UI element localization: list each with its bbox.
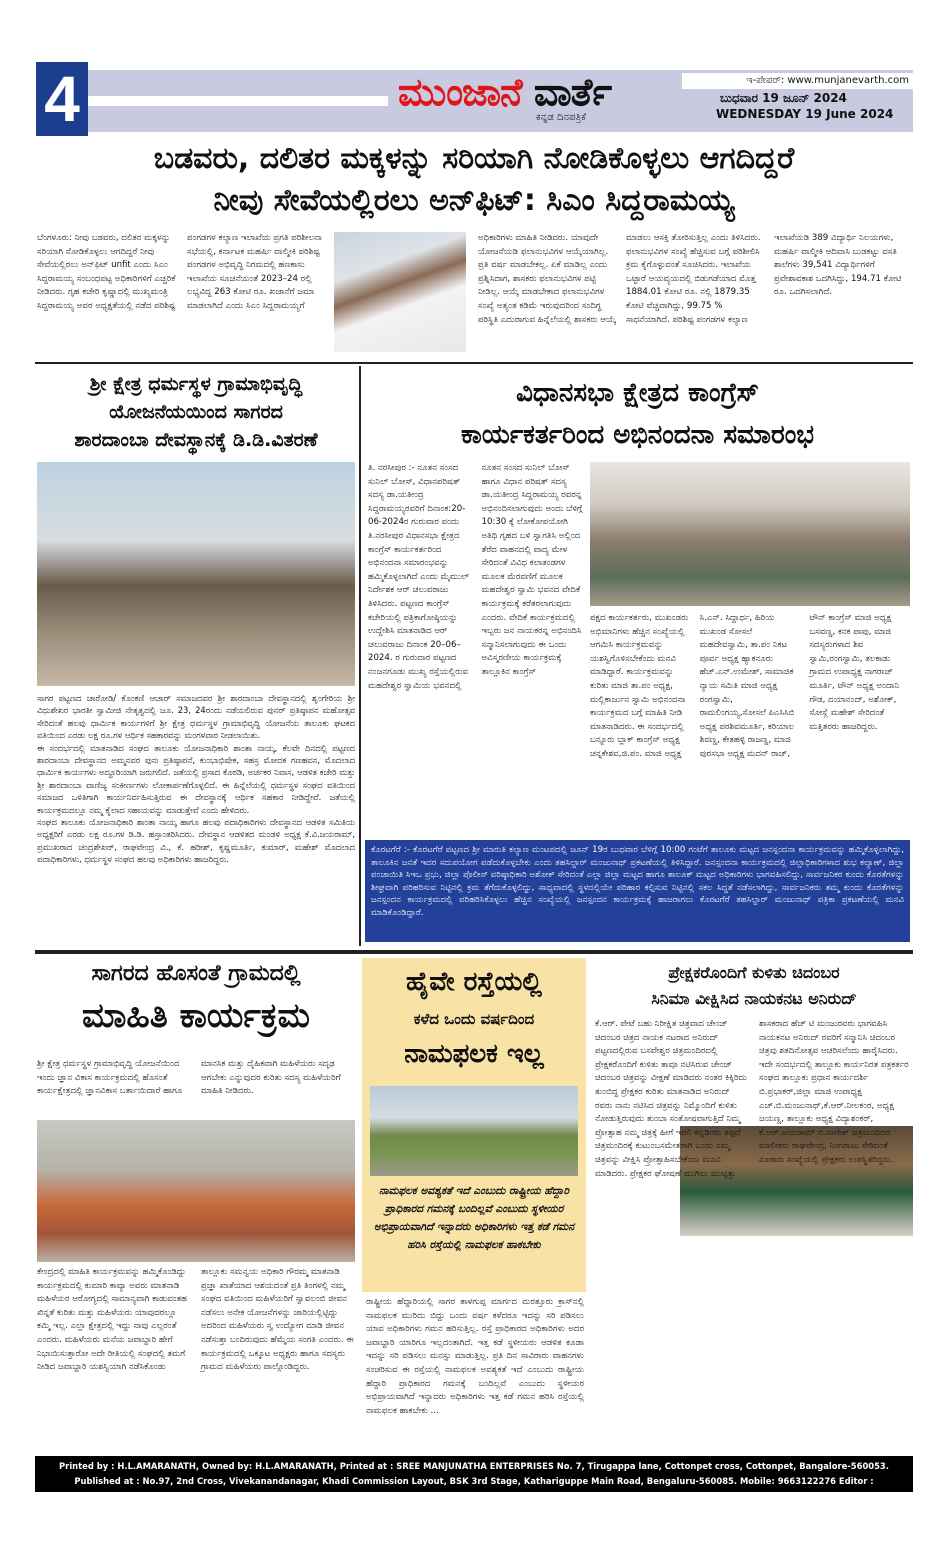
- headline-line: ಶಾರದಾಂಬಾ ದೇವಸ್ಥಾನಕ್ಕೆ ಡಿ.ಡಿ.ವಿತರಣೆ: [74, 429, 318, 451]
- headline-line: ಪ್ರೇಕ್ಷಕರೊಂದಿಗೆ ಕುಳಿತು ಚಿದಂಬರ: [668, 963, 840, 982]
- lead-headline-2: ನೀವು ಸೇವೆಯಲ್ಲಿರಲು ಅನ್‌ಫಿಟ್: ಸಿಎಂ ಸಿದ್ದರಾಮಯ್ಯ: [213, 183, 735, 218]
- hosanthe-body-bottom: ಕೇಂದ್ರದಲ್ಲಿ ಮಾಹಿತಿ ಕಾರ್ಯಕ್ರಮವನ್ನು ಹಮ್ಮಿಕೊಂಡಿದ್ದು ಕಾರ್ಯಕ್ರಮದಲ್ಲಿ ಕುಮಾರಿ ಕಾವ್ಯಾ ಅವರು ಮಾತನಾಡಿ ಮಹಿಳೆಯರ ಆರೋಗ್ಯದಲ್ಲಿ ಸಾಮಾನ್ಯವಾಗಿ ಕಾಡುವಂತಹ ಖಿನ್ನತೆ ಕುರಿತು ಮತ್ತು ಮಹಿಳೆಯರು ಯಾವುದರಲ್ಲೂ ಕಮ್ಮಿ ಇಲ್ಲ. ಎಲ್ಲಾ ಕ್ಷೇತ್ರದಲ್ಲಿ ಇದ್ದು ನಾವು ಎಲ್ಲರಂತೆ ಎಂದರು. ಮಹಿಳೆಯರು ಮನೆಯ ಜವಾಬ್ದಾರಿ ಹೇಗೆ ನಿಭಾಯಿಸುತ್ತಾರೋ ಅದೇ ರೀತಿಯಲ್ಲಿ ಸಂಘದಲ್ಲಿ ತಮಗೆ ನೀಡಿದ ಜವಾಬ್ದಾರಿ ಯಶಸ್ವಿಯಾಗಿ ನಡೆಸಿಕೊಂಡು ತಾಲ್ಲೂಕು ಸಮನ್ವಯ ಅಧಿಕಾರಿ ಗೌರಮ್ಮ ಮಾತನಾಡಿ ಪ್ರಜ್ಞಾ ಖಾತೆಯಾದ ಆಶಯದಂತೆ ಪ್ರತಿ ತಿಂಗಳಲ್ಲಿ ನಮ್ಮ ಸಂಘದ ವತಿಯಿಂದ ಮಹಿಳೆಯರಿಗೆ ಸ್ವಾವಲಂಬಿ ಜೀವನ ನಡೆಸಲು ಅನೇಕ ಯೋಜನೆಗಳನ್ನು ಜಾರಿಯಲ್ಲಿಟ್ಟಿದ್ದು ಅದರಿಂದ ಮಹಿಳೆಯರು ಸ್ವ ಉದ್ಯೋಗ ಮಾಡಿ ಜೀವನ ನಡೆಸುತ್ತಾ ಬಂದಿರುವುದು ಹೆಮ್ಮೆಯ ಸಂಗತಿ ಎಂದರು. ಈ ಕಾರ್ಯಕ್ರಮದಲ್ಲಿ ಒಕ್ಕೂಟ ಅಧ್ಯಕ್ಷರು ಹಾಗೂ ಸದಸ್ಯರು ಗ್ರಾಮದ ಮಹಿಳೆಯರು ಪಾಲ್ಗೊಂಡಿದ್ದರು.: [37, 1267, 354, 1373]
- lead-body-right: ಅಧಿಕಾರಿಗಳು ಮಾಹಿತಿ ನೀಡಿದರು. ಯಾವುದೇ ಯೋಜನೆಯಡಿ ಫಲಾನುಭವಿಗಳ ಆಯ್ಕೆಯಾಗಿಲ್ಲ. ಪ್ರತಿ ವರ್ಷ ಮಾಡಬೇಕಲ್ಲ. ಏಕೆ ಮಾಡಿಲ್ಲ ಎಂದು ಪ್ರಶ್ನಿಸಿದಾಗ, ಶಾಸಕರು ಫಲಾನುಭವಿಗಳ ಪಟ್ಟಿ ನೀಡಿಲ್ಲ. ಆಯ್ಕೆ ಮಾಡಬೇಕಾದ ಫಲಾನುಭವಿಗಳ ಸಂಖ್ಯೆ ಅತ್ಯಂತ ಕಡಿಮೆ ಇರುವುದರಿಂದ ಸಂದಿಗ್ಧ ಪರಿಸ್ಥಿತಿ ಎದುರಾಗುವ ಹಿನ್ನೆಲೆಯಲ್ಲಿ ಶಾಸಕರು ಆಯ್ಕೆ ಮಾಡಲು ಆಸಕ್ತಿ ತೋರಿಸುತ್ತಿಲ್ಲ ಎಂದು ತಿಳಿಸಿದರು. ಫಲಾನುಭವಿಗಳ ಸಂಖ್ಯೆ ಹೆಚ್ಚಿಸುವ ಬಗ್ಗೆ ಪರಿಶೀಲಿಸಿ ಕ್ರಮ ಕೈಗೊಳ್ಳುವಂತೆ ಸೂಚಿಸಿದರು. ಇಲಾಖೆಯ ಒಟ್ಟಾರೆ ಆಯವ್ಯಯದಲ್ಲಿ ಬಿಡುಗಡೆಯಾದ ಮೊತ್ತ 1884.01 ಕೋಟಿ ರೂ. ನಲ್ಲಿ 1879.35 ಕೋಟಿ ವೆಚ್ಚವಾಗಿದ್ದು, 99.75 % ಸಾಧನೆಯಾಗಿದೆ. ಪರಿಶಿಷ್ಟ ಪಂಗಡಗಳ ಕಲ್ಯಾಣ ಇಲಾಖೆಯಡಿ 389 ವಿದ್ಯಾರ್ಥಿ ನಿಲಯಗಳು, ಮಹರ್ಷಿ ವಾಲ್ಮೀಕಿ ಆದಿವಾಸಿ ಬುಡಕಟ್ಟು ವಸತಿ ಶಾಲೆಗಳು 39,541 ವಿದ್ಯಾರ್ಥಿಗಳಿಗೆ ಪ್ರವೇಶಾವಕಾಶ ಒದಗಿಸಿದ್ದು, 194.71 ಕೋಟಿ ರೂ. ಒದಗಿಸಲಾಗಿದೆ.: [478, 233, 902, 325]
- headline-line: ವಿಧಾನಸಭಾ ಕ್ಷೇತ್ರದ ಕಾಂಗ್ರೆಸ್: [516, 378, 759, 408]
- hosanthe-body-top: ಶ್ರೀ ಕ್ಷೇತ್ರ ಧರ್ಮಸ್ಥಳ ಗ್ರಾಮಾಭಿವೃದ್ಧಿ ಯೋಜನೆಯಿಂದ ಇಂದು ಜ್ಞಾನ ವಿಕಾಸ ಕಾರ್ಯಕ್ರಮದಲ್ಲಿ ಹೊಸಂತೆ ಕಾರ್ಯಕ್ಷೇತ್ರದಲ್ಲಿ ಜ್ಞಾನವಿಕಾಸ ಬರ್ತಾಯಿದಾರೆ ಹಾಗೂ ಮಾನಸಿಕ ಮತ್ತು ದೈಹಿಕವಾಗಿ ಮಹಿಳೆಯರು ಸದೃಢ ಆಗಬೇಕು ಎನ್ನುವುದರ ಕುರಿತು ಸದಸ್ಯ ಮಹಿಳೆಯರಿಗೆ ಮಾಹಿತಿ ನೀಡಿದರು.: [37, 1059, 341, 1097]
- janaspandana-notice: ಕೊರಟಗೆರೆ :- ಕೊರಟಗೆರೆ ಪಟ್ಟಣದ ಶ್ರೀ ಮಾರುತಿ ಕಲ್ಯಾಣ ಮಂಟಪದಲ್ಲಿ ಜೂನ್ 19ರ ಬುಧವಾರ ಬೆಳಿಗ್ಗೆ 10:00 ಗಂಟೆಗೆ ತಾಲೂಕು ಮಟ್ಟದ ಜನಸ್ಪಂದನಾ ಕಾರ್ಯಕ್ರಮವನ್ನು ಹಮ್ಮಿಕೊಳ್ಳಲಾಗಿದ್ದು, ತಾಲೂಕಿನ ಜನತೆ ಇದರ ಸದುಪಯೋಗ ಪಡೆದುಕೊಳ್ಳಬೇಕು ಎಂದು ತಹಸಿಲ್ದಾರ್ ಮಂಜುನಾಥ್ ಪ್ರಕಟಣೆಯಲ್ಲಿ ತಿಳಿಸಿದ್ದಾರೆ. ಜನಸ್ಪಂದನಾ ಕಾರ್ಯಕ್ರಮದಲ್ಲಿ ಜಿಲ್ಲಾಧಿಕಾರಿಗಳಾದ ಶುಭ ಕಲ್ಯಾಣ್, ಜಿಲ್ಲಾ ಪಂಚಾಯಿತಿ ಸಿಇಒ ಪ್ರಭು, ಜಿಲ್ಲಾ ಪೊಲೀಸ್ ವರಿಷ್ಠಾಧಿಕಾರಿ ಅಶೋಕ್ ಸೇರಿದಂತೆ ಎಲ್ಲಾ ಜಿಲ್ಲಾ ಮಟ್ಟದ ಹಾಗೂ ತಾಲೂಕ್ ಮಟ್ಟದ ಅಧಿಕಾರಿಗಳು ಭಾಗವಹಿಸಲಿದ್ದು, ಸಾರ್ವಜನಿಕರ ಕುಂದು ಕೊರತೆಗಳನ್ನು ಶೀಘ್ರವಾಗಿ ಪರಿಹರಿಸುವ ನಿಟ್ಟಿನಲ್ಲಿ ಕ್ರಮ ತೆಗೆದುಕೊಳ್ಳಲಿದ್ದು, ಸಾಧ್ಯವಾದಲ್ಲಿ ಸ್ಥಳದಲ್ಲಿಯೇ ಪರಿಹಾರ ಕಲ್ಪಿಸುವ ನಿಟ್ಟಿನಲ್ಲಿ ಸಕಲ ಸಿದ್ಧತೆ ನಡೆಸಲಾಗಿದ್ದು, ಸಾರ್ವಜನಿಕರು ತಮ್ಮ ಕುಂದು ಕೊರತೆಗಳನ್ನು ಜನಸ್ಪಂದನ ಕಾರ್ಯಕ್ರಮದಲ್ಲಿ ಪರಿಹರಿಸಿಕೊಳ್ಳಲು ಹೆಚ್ಚಿನ ಸಂಖ್ಯೆಯಲ್ಲಿ ಜನಸ್ಪಂದನ ಕಾರ್ಯಕ್ರಮಕ್ಕೆ ಹಾಜರಾಗಲು ಕೊರಟಗೆರೆ ತಹಸಿಲ್ದಾರ್ ಮಂಜುನಾಥ್ ಪತ್ರಿಕಾ ಪ್ರಕಟಣೆಯಲ್ಲಿ ಮನವಿ ಮಾಡಿಕೊಂಡಿದ್ದಾರೆ.: [365, 840, 910, 942]
- highway-caption: ನಾಮಫಲಕ ಅವಶ್ಯಕತೆ ಇದೆ ಎಂಬುದು ರಾಷ್ಟ್ರೀಯ ಹೆದ್ದಾರಿ ಪ್ರಾಧಿಕಾರದ ಗಮನಕ್ಕೆ ಬಂದಿಲ್ಲವೆ ಎಂಬುದು ಸ್ಥಳೀಯರ ಅಭಿಪ್ರಾಯವಾಗಿದೆ ಇನ್ನಾದರು ಅಧಿಕಾರಿಗಳು ಇತ್ತ ಕಡೆ ಗಮನ ಹರಿಸಿ ರಸ್ತೆಯಲ್ಲಿ ನಾಮಫಲಕ ಹಾಕಬೇಕು: [373, 1185, 575, 1251]
- newspaper-logo: [398, 70, 611, 115]
- cm-siddaramaiah-photo: [334, 232, 466, 352]
- page-number: 4: [36, 62, 88, 136]
- anirudh-body-text: ಕೆ.ಆರ್. ಪೇಟೆ ಬಹು ನಿರೀಕ್ಷಿತ ಚಿತ್ರವಾದ ಚೇಂಜ್ ಚಿದಂಬರ ಚಿತ್ರದ ನಾಯಕ ನಟರಾದ ಅನಿರುದ್ ಪಟ್ಟಣದಲ್ಲಿರುವ ಬಸವೇಶ್ವರ ಚಿತ್ರಮಂದಿರದಲ್ಲಿ ಪ್ರೇಕ್ಷಕರೊಂದಿಗೆ ಕುಳಿತು ತಾವೂ ನಟಿಸಿರುವ ಚೇಂಜ್ ಚಿದಂಬರ ಚಿತ್ರವನ್ನು ವೀಕ್ಷಣೆ ಮಾಡಿದರು ನಂತರ ಕಿಕ್ಕಿರಿದು ತುಂಬಿದ್ದ ಪ್ರೇಕ್ಷಕರ ಕುರಿತು ಮಾತನಾಡಿದ ಅನಿರುದ್ ರವರು ನಾನು ನಟಿಸಿದ ಚಿತ್ರವನ್ನು ನಿಮ್ಮೊಂದಿಗೆ ಕುಳಿತು ನೋಡುತ್ತಿರುವುದು ತುಂಬಾ ಸಂತೋಷವಾಗುತ್ತಿದೆ ನಿಮ್ಮ ಪ್ರೋತ್ಸಾಹ ನಮ್ಮ ಚಿತ್ರಕ್ಕೆ ಹೀಗೆ ಇರಲಿ ಕನ್ನಡಿಗರು ತಪ್ಪದೆ ಚಿತ್ರಮಂದಿರಕ್ಕೆ ಕುಟುಂಬಸಮೇತರಾಗಿ ಬಂದು ನಮ್ಮ ಚಿತ್ರವನ್ನು ವೀಕ್ಷಿಸಿ ಪ್ರೋತ್ಸಾಹಿಸಬೇಕೆಂದು ಮನವಿ ಮಾಡಿದರು. ಪ್ರೇಕ್ಷಕರ ಘೋಷಣೆ ಮುಗಿಲು ಮುಟ್ಟಿತ್ತು ಶಾಸಕರಾದ ಹೆಚ್ ಟಿ ಮಂಜುರವರು ಭಾಗವಹಿಸಿ ನಾಯಕನಟ ಅನಿರುದ್ ರವರಿಗೆ ಸನ್ಮಾನಿಸಿ ಚಿದಂಬರ ಚಿತ್ರವು ಶತದಿನೋತ್ಸವ ಆಚರಿಸಲೆಂದು ಹಾರೈಸಿದರು. ಇದೇ ಸಂದರ್ಭದಲ್ಲಿ ತಾಲ್ಲೂಕು ಕಾರ್ಯನಿರತ ಪತ್ರಕರ್ತರ ಸಂಘದ ತಾಲ್ಲೂಕು ಪ್ರಧಾನ ಕಾರ್ಯದರ್ಶಿ ಬಿ.ಪ್ರಭಾಕರ್,ಜಿಲ್ಲಾ ಮಾಜಿ ಉಪಾಧ್ಯಕ್ಷ ಎಚ್.ಬಿ.ಮಂಜುನಾಥ್,ಕೆ.ಆರ್.ನೀಲಕಂಠ, ಅಧ್ಯಕ್ಷ ಜಯಣ್ಣ, ತಾಲ್ಲೂಕು ಅಧ್ಯಕ್ಷ ವಿದ್ಯಾಶಂಕರ್, ಕೆ.ಆರ್.ಜಯರಾಮ್ ಬಿ.ನಾಗೇಶ್ ಚಿತ್ರಮಂದಿರದ ಮಾಲೀಕರು ರಾಘವೇಂದ್ರ, ನಿಂಗರಾಜು ಸೇರಿದಂತೆ ನೂರಾರು ಸಂಖ್ಯೆಯಲ್ಲಿ ಪ್ರೇಕ್ಷಕರು ಉಪಸ್ಥಿತರಿದ್ದರು.: [595, 1019, 909, 1179]
- highway-headline-3: ನಾಮಫಲಕ ಇಲ್ಲ: [404, 1039, 544, 1069]
- congress-headline: [365, 372, 910, 456]
- highway-headline-1: ಹೈವೇ ರಸ್ತೆಯಲ್ಲಿ: [405, 967, 542, 997]
- headline-line: ಶ್ರೀ ಕ್ಷೇತ್ರ ಧರ್ಮಸ್ಥಳ ಗ್ರಾಮಾಭಿವೃದ್ಧಿ: [89, 373, 303, 395]
- tagline: ಕನ್ನಡ ದಿನಪತ್ರಿಕೆ: [536, 112, 587, 123]
- logo-part2: ವಾರ್ತೆ: [533, 70, 612, 114]
- logo-part1: ಮುಂಜಾನೆ: [398, 70, 522, 114]
- date-kannada: ಬುಧವಾರ 19 ಜೂನ್ 2024: [720, 91, 847, 105]
- headline-line: ಸಿನಿಮಾ ವೀಕ್ಷಿಸಿದ ನಾಯಕನಟ ಅನಿರುದ್: [651, 989, 857, 1008]
- hosanthe-headline-2: ಮಾಹಿತಿ ಕಾರ್ಯಕ್ರಮ: [82, 996, 310, 1036]
- highway-body: ರಾಷ್ಟ್ರೀಯ ಹೆದ್ದಾರಿಯಲ್ಲಿ ಸಾಗರ ತಾಳಗುಪ್ಪ ಮಾರ್ಗದ ಮರತ್ತೂರು ಕ್ರಾಸ್‌ನಲ್ಲಿ ನಾಮಫಲಕ ಮುರಿದು ಬಿದ್ದು ಒಂದು ವರ್ಷ ಕಳೆದರೂ ಇದನ್ನು ಸರಿ ಪಡಿಸಲು ಯಾವ ಅಧಿಕಾರಿಗಳು ಗಮನ ಹರಿಸುತ್ತಿಲ್ಲ. ರಸ್ತೆ ಪ್ರಾಧಿಕಾರದ ಅಧಿಕಾರಿಗಳು ಅದರ ಜವಾಬ್ದಾರಿ ಯಾರಿಗೂ ಇಲ್ಲದಂತಾಗಿದೆ. ಇತ್ತ ಕಡೆ ಸ್ಥಳೀಯರು ಆಡಳಿತ ಕೂಡಾ ಇದನ್ನು ಸರಿ ಪಡಿಸಲು ಮನಸ್ಸು ಮಾಡುತ್ತಿಲ್ಲ. ಪ್ರತಿ ದಿನ ಸಾವಿರಾರು ವಾಹನಗಳು ಸಂಚರಿಸುವ ಈ ರಸ್ತೆಯಲ್ಲಿ ನಾಮಫಲಕ ಅವಶ್ಯಕತೆ ಇದೆ ಎಂಬುದು ರಾಷ್ಟ್ರೀಯ ಹೆದ್ದಾರಿ ಪ್ರಾಧಿಕಾರದ ಗಮನಕ್ಕೆ ಬಂದಿಲ್ಲವೆ ಎಂಬುದು ಸ್ಥಳೀಯರ ಅಭಿಪ್ರಾಯವಾಗಿದೆ ಇನ್ನಾದರು ಅಧಿಕಾರಿಗಳು ಇತ್ತ ಕಡೆ ಗಮನ ಹರಿಸಿ ರಸ್ತೆಯಲ್ಲಿ ನಾಮಫಲಕ ಹಾಕಬೇಕು ...: [366, 1297, 584, 1416]
- congress-body-bottom: ಪಕ್ಷದ ಕಾರ್ಯಕರ್ತರು, ಮುಖಂಡರು ಅಭಿಮಾನಿಗಳು ಹೆಚ್ಚಿನ ಸಂಖ್ಯೆಯಲ್ಲಿ ಆಗಮಿಸಿ ಕಾರ್ಯಕ್ರಮವನ್ನು ಯಶಸ್ವಿಗೊಳಿಸಬೇಕೆಂದು ಮನವಿ ಮಾಡಿದ್ದಾರೆ. ಕಾರ್ಯಕ್ರಮವನ್ನು ಕುರಿತು ಮಾಜಿ ತಾ.ಪಂ ಅಧ್ಯಕ್ಷ, ಮಲ್ಲಿಕಾರ್ಜುನ ಸ್ವಾಮಿ ಅಭಿನಂದನಾ ಕಾರ್ಯಕ್ರಮದ ಬಗ್ಗೆ ಮಾಹಿತಿ ನೀಡಿ ಮಾತನಾಡಿದರು. ಈ ಸಂದರ್ಭದಲ್ಲಿ ಬನ್ನೂರು ಬ್ಲಾಕ್ ಕಾಂಗ್ರೆಸ್ ಅಧ್ಯಕ್ಷ ಚನ್ನಕೇಶವ,ಜಿ.ಪಂ. ಮಾಜಿ ಅಧ್ಯಕ್ಷ ಸಿ.ಎನ್. ಸಿದ್ದಾರ್ಥ, ಹಿರಿಯ ಮುಖಂಡ ಸೋಸಲೆ ಮಹದೇವಸ್ವಾಮಿ, ತಾ.ಪಂ ನಿಕಟ ಪೂರ್ವ ಅಧ್ಯಕ್ಷ ಹ್ಯಾಕನೂರು ಹೆಚ್.ಎನ್.ಉಮೇಶ್, ಸಾಮಾಜಿಕ ನ್ಯಾಯ ಸಮಿತಿ ಮಾಜಿ ಅಧ್ಯಕ್ಷ ರಂಗಸ್ವಾಮಿ, ರಾಮಲಿಂಗಯ್ಯ,ಸೋಸಲೆ ಪಿಎಸಿಸಿಬಿ ಅಧ್ಯಕ್ಷ ಪರಶಿವಮೂರ್ತಿ, ಕರಿಯಾಲ ಶಿವಣ್ಣ, ಕೇತಹಳ್ಳಿ ರಾಜಣ್ಣ, ಮಾಜಿ ಪುರಸಭಾ ಅಧ್ಯಕ್ಷ ಮದನ್ ರಾಜ್, ಟೌನ್ ಕಾಂಗ್ರೆಸ್ ಮಾಜಿ ಅಧ್ಯಕ್ಷ ಬಸವಣ್ಣ, ಕನಕ ಪಾಪು, ಮಾಜಿ ಸದಸ್ಯರುಗಳಾದ ಶಿವ ಸ್ವಾಮಿ,ರಂಗಸ್ವಾಮಿ, ತಲಕಾಡು ಗ್ರಾಮದ ಉಪಾಧ್ಯಕ್ಷ ನಾಗರಾಜ್ ಮೂರ್ತಿ, ಟೌನ್ ಅಧ್ಯಕ್ಷ ಅಂದಾನಿ ಗೌಡ, ದಯಾನಂದ್, ಅಶೋಕ್, ಸೋಸ್ಲೆ ಮಹೇಶ್ ಸೇರಿದಂತೆ ಮತ್ತಿತರರು ಹಾಜರಿದ್ದರು.: [590, 613, 900, 759]
- imprint-footer: [35, 1456, 913, 1501]
- imprint-line-1: Printed by : H.L.AMARANATH, Owned by: H.L.AMARANATH, Printed at : SREE MANJUNATHA ENTERPRISES No. 7, Tirugappa lane, Cottonpet cross, Cottonpet, Bangalore-560053.: [59, 1461, 889, 1471]
- lead-headline-1: ಬಡವರು, ದಲಿತರ ಮಕ್ಕಳನ್ನು ಸರಿಯಾಗಿ ನೋಡಿಕೊಳ್ಳಲು ಆಗದಿದ್ದರೆ: [153, 141, 795, 176]
- lead-body-left: ಬೆಂಗಳೂರು: ನೀವು ಬಡವರು, ದಲಿತರ ಮಕ್ಕಳನ್ನು ಸರಿಯಾಗಿ ನೋಡಿಕೊಳ್ಳಲು ಆಗದಿದ್ದರೆ ನೀವು ಸೇವೆಯಲ್ಲಿರಲು ಅನ್‌ಫಿಟ್ unfit ಎಂದು ಸಿಎಂ ಸಿದ್ದರಾಮಯ್ಯ ಸಂಬಂಧಪಟ್ಟ ಅಧಿಕಾರಿಗಳಿಗೆ ಎಚ್ಚರಿಕೆ ನೀಡಿದರು. ಗೃಹ ಕಚೇರಿ ಕೃಷ್ಣಾದಲ್ಲಿ ಮುಖ್ಯಮಂತ್ರಿ ಸಿದ್ದರಾಮಯ್ಯ ಅವರ ಅಧ್ಯಕ್ಷತೆಯಲ್ಲಿ ನಡೆದ ಪರಿಶಿಷ್ಟ ಪಂಗಡಗಳ ಕಲ್ಯಾಣ ಇಲಾಖೆಯ ಪ್ರಗತಿ ಪರಿಶೀಲನಾ ಸಭೆಯಲ್ಲಿ, ಕರ್ನಾಟಕ ಮಹರ್ಷಿ ವಾಲ್ಮೀಕಿ ಪರಿಶಿಷ್ಟ ಪಂಗಡಗಳ ಅಭಿವೃದ್ಧಿ ನಿಗಮದಲ್ಲಿ ಹಣಕಾಸು ಇಲಾಖೆಯ ಸೂಚನೆಯಂತೆ 2023–24 ರಲ್ಲಿ ಲಭ್ಯವಿದ್ದ 263 ಕೋಟಿ ರೂ. ಖಜಾನೆಗೆ ಜಮಾ ಮಾಡಲಾಗಿದೆ ಎಂದು ಸಿಎಂ ಸಿದ್ದರಾಮಯ್ಯಗೆ: [37, 233, 322, 311]
- women-meeting-photo: [37, 1120, 355, 1262]
- congress-meeting-photo: [590, 462, 910, 606]
- highway-road-photo: [370, 1086, 578, 1176]
- divider: [35, 362, 913, 364]
- headline-line: ಕಾರ್ಯಕರ್ತರಿಂದ ಅಭಿನಂದನಾ ಸಮಾರಂಭ: [460, 420, 815, 450]
- highway-headline-2: ಕಳೆದ ಒಂದು ವರ್ಷದಿಂದ: [413, 1010, 535, 1028]
- divider-thick: [35, 950, 913, 954]
- date-english: WEDNESDAY 19 June 2024: [716, 107, 894, 121]
- anirudh-body: [595, 1018, 913, 1446]
- imprint-line-2: Published at : No.97, 2nd Cross, Vivekanandanagar, Khadi Commission Layout, BSK 3rd Stage, Kathariguppe Main Road, Bengaluru-560085. Mobile: 9663122276 Editor : H.L.AMARANATH: [74, 1476, 874, 1501]
- hosanthe-headline-1: ಸಾಗರದ ಹೊಸಂತೆ ಗ್ರಾಮದಲ್ಲಿ: [91, 961, 301, 986]
- anirudh-headline: [595, 960, 913, 1012]
- divider-vertical: [359, 366, 361, 946]
- dharmasthala-body: ಸಾಗರ ಪಟ್ಟಣದ ಚಾರೋಡಿ/ ಕೊಂಕಣಿ ಆಚಾರ್ ಸಮಾಜದವರ ಶ್ರೀ ಶಾರದಾಂಬಾ ದೇವಸ್ಥಾನದಲ್ಲಿ ಶೃಂಗೇರಿಯ ಶ್ರೀ ವಿಧುಶೇಖರ ಭಾರತೀ ಸ್ವಾಮೀಜಿ ನೇತೃತ್ವದಲ್ಲಿ ಜೂ. 23, 24ರಂದು ನಡೆಯಲಿರುವ ಪುನರ್ ಪ್ರತಿಷ್ಠಾಪನ ಮಹೋತ್ಸವ ಸೇರಿದಂತೆ ಹಲವು ಧಾರ್ಮಿಕ ಕಾರ್ಯಗಳಿಗೆ ಶ್ರೀ ಕ್ಷೇತ್ರ ಧರ್ಮಸ್ಥಳ ಗ್ರಾಮಾಭಿವೃದ್ಧಿ ಯೋಜನೆಯ ತಾಲೂಕು ಘಟಕದ ವತಿಯಿಂದ ಎರಡು ಲಕ್ಷ ರೂ.ಗಳ ಆರ್ಥಿಕ ಸಹಕಾರವನ್ನು ಮಂಗಳವಾರ ನೀಡಲಾಯಿತು. ಈ ಸಂದರ್ಭದಲ್ಲಿ ಮಾತನಾಡಿದ ಸಂಘದ ತಾಲೂಕು ಯೋಜನಾಧಿಕಾರಿ ಶಾಂತಾ ನಾಯ್ಕ, ಕೆಲವೇ ದಿನದಲ್ಲಿ ಪಟ್ಟಣದ ಶಾರದಾಂಬಾ ದೇವಸ್ಥಾನದ ಅಮ್ಮನವರ ಪುನಃ ಪ್ರತಿಷ್ಠಾಪನೆ, ಕುಂಭಾಭಿಷೇಕ, ಸಹಸ್ರ ಮೋದಕ ಗಣಹವನ, ಮೊದಲಾದ ಧಾರ್ಮಿಕ ಕಾರ್ಯಗಳು ಅದ್ಧೂರಿಯಾಗಿ ಜರುಗಲಿದೆ. ಜತೆಯಲ್ಲಿ ಪ್ರಸಾದ ಕೊಠಡಿ, ಅರ್ಚಕರ ನಿವಾಸ, ಆಡಳಿತ ಕಚೇರಿ ಮತ್ತು ಶ್ರೀ ಶಾರದಾಂಬಾ ವಾಣಿಜ್ಯ ಸಂಕೀರ್ಣಗಳು ಲೋಕಾರ್ಪಣೆಗೊಳ್ಳಲಿದೆ. ಈ ಹಿನ್ನೆಲೆಯಲ್ಲಿ ಧರ್ಮಸ್ಥಳ ಸಂಘದ ವತಿಯಿಂದ ಸಮಾಜದ ಒಳಿತಿಗಾಗಿ ಕಾರ್ಯನಿರ್ವಹಿಸುತ್ತಿರುವ ಈ ದೇವಸ್ಥಾನಕ್ಕೆ ಆರ್ಥಿಕ ಸಹಕಾರ ನೀಡಿದ್ದೇವೆ. ಜತೆಯಲ್ಲಿ ಕಾರ್ಯಕ್ರಮದಲ್ಲೂ ನಮ್ಮ ಕೈಲಾದ ಸಹಾಯವನ್ನು ಮಾಡುತ್ತೇವೆ ಎಂದು ಹೇಳಿದರು. ಸಂಘದ ತಾಲೂಕು ಯೋಜನಾಧಿಕಾರಿ ಶಾಂತಾ ನಾಯ್ಕ ಹಾಗೂ ಹಲವು ಪದಾಧಿಕಾರಿಗಳು ದೇವಸ್ಥಾನದ ಆಡಳಿತ ಸಮಿತಿಯ ಅಧ್ಯಕ್ಷರಿಗೆ ಎರಡು ಲಕ್ಷ ರೂ.ಗಳ ಡಿ.ಡಿ. ಹಸ್ತಾಂತರಿಸಿದರು. ದೇವಸ್ಥಾನ ಆಡಳಿತದ ಮಂಡಳಿ ಅಧ್ಯಕ್ಷ ಕೆ.ವಿ.ಜಯರಾಮ್, ಪ್ರಮುಖರಾದ ಚಂದ್ರಶೇಖರ್, ರಾಘವೇಂದ್ರ ವಿ., ಕೆ. ಹರೀಶ್, ಕೃಷ್ಣಮೂರ್ತಿ, ಕುಮಾರ್, ಮಹೇಶ್ ಮೊದಲಾದ ಪದಾಧಿಕಾರಿಗಳು, ಧರ್ಮಸ್ಥಳ ಸಂಘದ ಹಲವು ಅಧಿಕಾರಿಗಳು ಹಾಜರಿದ್ದರು.: [37, 693, 355, 865]
- dharmasthala-headline: [37, 370, 355, 454]
- congress-body-top: ತಿ. ನರಸೀಪುರ :- ನೂತನ ಸಂಸದ ಸುನಿಲ್ ಬೋಸ್, ವಿಧಾನಪರಿಷತ್ ಸದಸ್ಯ ಡಾ.ಯತೀಂದ್ರ ಸಿದ್ದರಾಮಯ್ಯರವರಿಗೆ ದಿನಾಂಕ:20-06-2024ರ ಗುರುವಾರ ಪಂದು ತಿ.ನರಸೀಪುರ ವಿಧಾನಸಭಾ ಕ್ಷೇತ್ರದ ಕಾಂಗ್ರೆಸ್ ಕಾರ್ಯಕರ್ತರಿಂದ ಅಭಿನಂದನಾ ಸಮಾರಂಭವನ್ನು ಹಮ್ಮಿಕೊಳ್ಳಲಾಗಿದೆ ಎಂದು ಮೈಮುಲ್ ನಿರ್ದೇಶಕ ಆರ್ ಚಲುವರಾಜು ತಿಳಿಸಿದರು. ಪಟ್ಟಣದ ಕಾಂಗ್ರೆಸ್ ಕಚೇರಿಯಲ್ಲಿ ಪತ್ರಿಕಾಗೋಷ್ಠಿಯನ್ನು ಉದ್ದೇಶಿಸಿ ಮಾತನಾಡಿದ ಆರ್ ಚಲುವರಾಜು ದಿನಾಂಕ 20–06–2024. ರ ಗುರುವಾರ ಪಟ್ಟಣದ ನಂಜನಗೂಡು ಮುಖ್ಯ ರಸ್ತೆಯಲ್ಲಿರುವ ಮಹದೇಶ್ವರ ಸ್ವಾಮಿಯ ಭವನದಲ್ಲಿ ನೂತನ ಸಂಸದ ಸುನಿಲ್ ಬೋಸ್ ಹಾಗೂ ವಿಧಾನ ಪರಿಷತ್ ಸದಸ್ಯ ಡಾ.ಯತೀಂದ್ರ ಸಿದ್ದರಾಮಯ್ಯ ರವರನ್ನ ಅಭಿನಂದಿಸಲಾಗುವುದು ಅಂದು ಬೆಳಿಗ್ಗೆ 10:30 ಕ್ಕೆ ಲೋಕೋಪಯೋಗಿ ಅತಿಥಿ ಗೃಹದ ಬಳಿ ಸ್ವಾಗತಿಸಿ ಅಲ್ಲಿಂದ ತೆರೆದ ವಾಹನದಲ್ಲಿ ವಾದ್ಯ ಮೇಳ ಸೇರಿದಂತೆ ವಿವಿಧ ಕಲಾತಂಡಗಳ ಮೂಲಕ ಮೆರವಣಿಗೆ ಮೂಲಕ ಮಹದೇಶ್ವರ ಸ್ವಾಮಿ ಭವನದ ವೇದಿಕೆ ಕಾರ್ಯಕ್ರಮಕ್ಕೆ ಕರೆತರಲಾಗುವುದು ಎಂದರು. ವೇದಿಕೆ ಕಾರ್ಯಕ್ರಮದಲ್ಲಿ ಇಬ್ಬರು ಜನ ನಾಯಕರನ್ನ ಅಭಿನಂದಿಸಿ ಸನ್ಮಾನಿಸಲಾಗುವುದು ಈ ಒಂದು ಅವಿಸ್ಮರಣೀಯ ಕಾರ್ಯಕ್ರಮಕ್ಕೆ ತಾಲ್ಲೂಕಿನ ಕಾಂಗ್ರೆಸ್: [368, 463, 583, 691]
- epaper-link[interactable]: ಇ-ಪೇಪರ್: www.munjanevarth.com: [682, 73, 913, 89]
- temple-dd-handover-photo: [37, 462, 355, 686]
- headline-line: ಯೋಜನೆಯಯಿಂದ ಸಾಗರದ: [109, 401, 283, 423]
